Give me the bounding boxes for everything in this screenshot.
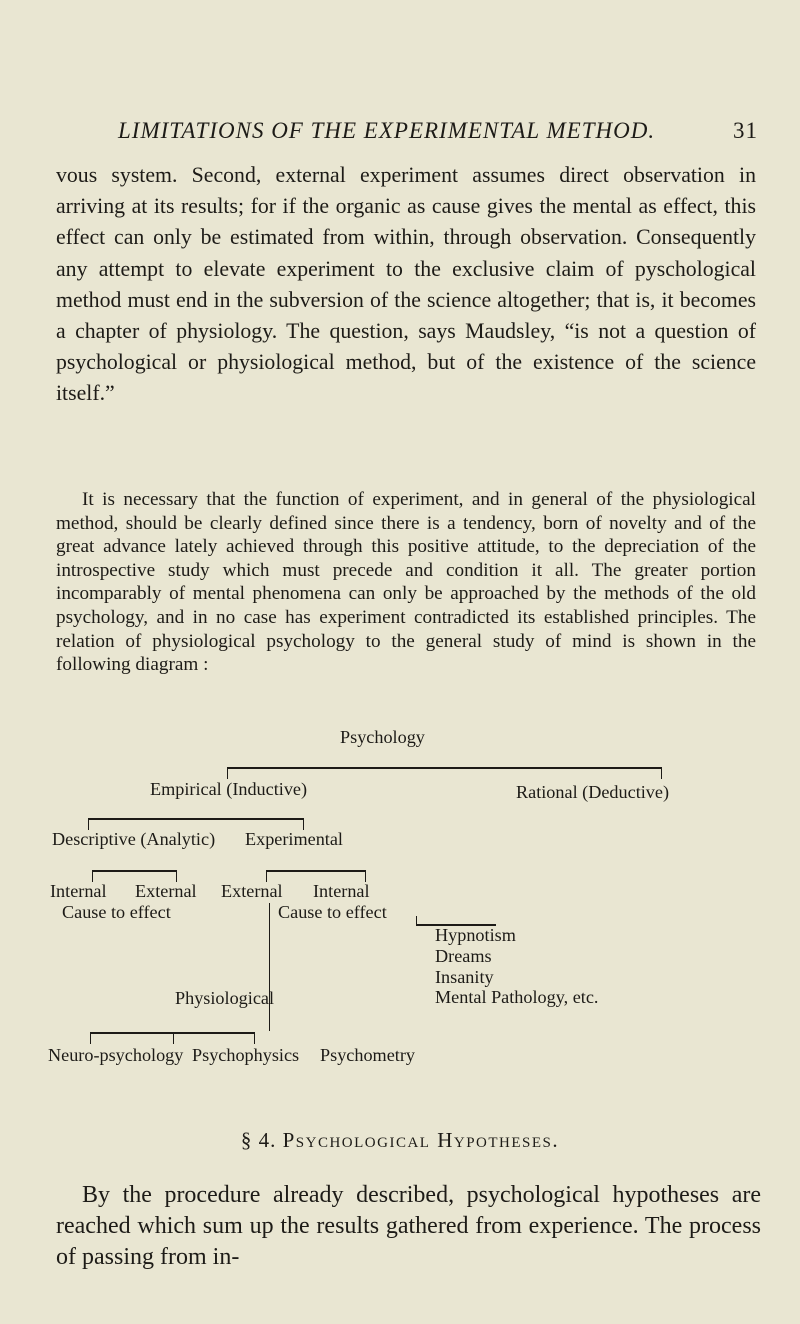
diagram-internal-right: Internal [313,881,370,901]
diagram-branch-line [227,767,662,769]
diagram-psychophysics: Psychophysics [192,1045,300,1065]
page-number: 31 [733,118,758,143]
section-number: § 4. [240,1128,277,1152]
running-title: LIMITATIONS OF THE EXPERIMENTAL METHOD. [118,118,656,143]
diagram-dreams: Dreams [435,946,492,966]
paragraph-1-text: vous system. Second, external experiment assumes direct observation in arriving at its results; for if the organic as cause gives the mental as effect, this effect can only be estimated from within, through observation. Consequently any attempt to elevate experiment to the exclusive claim of pyschological method must end in the subversion of the science altogether; that is, it becomes a chapter of physiology. The question, says Maudsley, “is not a question of psychological or physiological method, but of the existence of the science itself.” [56,163,756,406]
paragraph-3 [56,1180,761,1274]
diagram-rational: Rational (Deductive) [516,782,670,802]
diagram-external-left: External [135,881,197,901]
section-heading [0,1128,800,1153]
diagram-branch-line [92,870,177,872]
paragraph-3-text: By the procedure already described, psychological hypotheses are reached which sum up the results gathered from experience. The process of passing from in- [56,1182,761,1271]
diagram-hypnotism: Hypnotism [435,925,516,945]
diagram-branch-line [88,818,303,820]
diagram-descriptive: Descriptive (Analytic) [52,829,216,849]
diagram-cause-left: Cause to effect [62,902,171,922]
diagram-mental-pathology: Mental Pathology, etc. [435,987,599,1007]
diagram-experimental: Experimental [245,829,343,849]
diagram-branch-line [266,870,366,872]
diagram-tick [90,1032,91,1044]
diagram-external-right: External [221,881,283,901]
diagram-cause-right: Cause to effect [278,902,387,922]
paragraph-2-text: It is necessary that the function of experiment, and in general of the physiological method, should be clearly defined since there is a tendency, born of novelty and of the great advance lately achieved through this positive attitude, to the depreciation of the introspective study which must precede and condition it all. The greater portion incomparably of mental phenomena can only be approached by the methods of the old psychology, and in no case has experiment contradicted its established principles. The relation of physiological psychology to the general study of mind is shown in the following diagram : [56,489,756,676]
diagram-tick [254,1032,255,1044]
diagram-empirical: Empirical (Inductive) [150,779,308,799]
diagram-vertical-line [269,903,270,1031]
diagram-tick [661,767,662,779]
diagram-neuro-psychology: Neuro-psychology [48,1045,184,1065]
diagram-physiological: Physiological [175,988,275,1008]
section-title: Psychological Hypotheses. [282,1128,560,1152]
diagram-internal-left: Internal [50,881,107,901]
diagram-insanity: Insanity [435,967,494,987]
diagram-tick [173,1032,174,1044]
diagram-tick [227,767,228,779]
diagram-psychometry: Psychometry [320,1045,415,1065]
diagram-root: Psychology [340,727,425,747]
